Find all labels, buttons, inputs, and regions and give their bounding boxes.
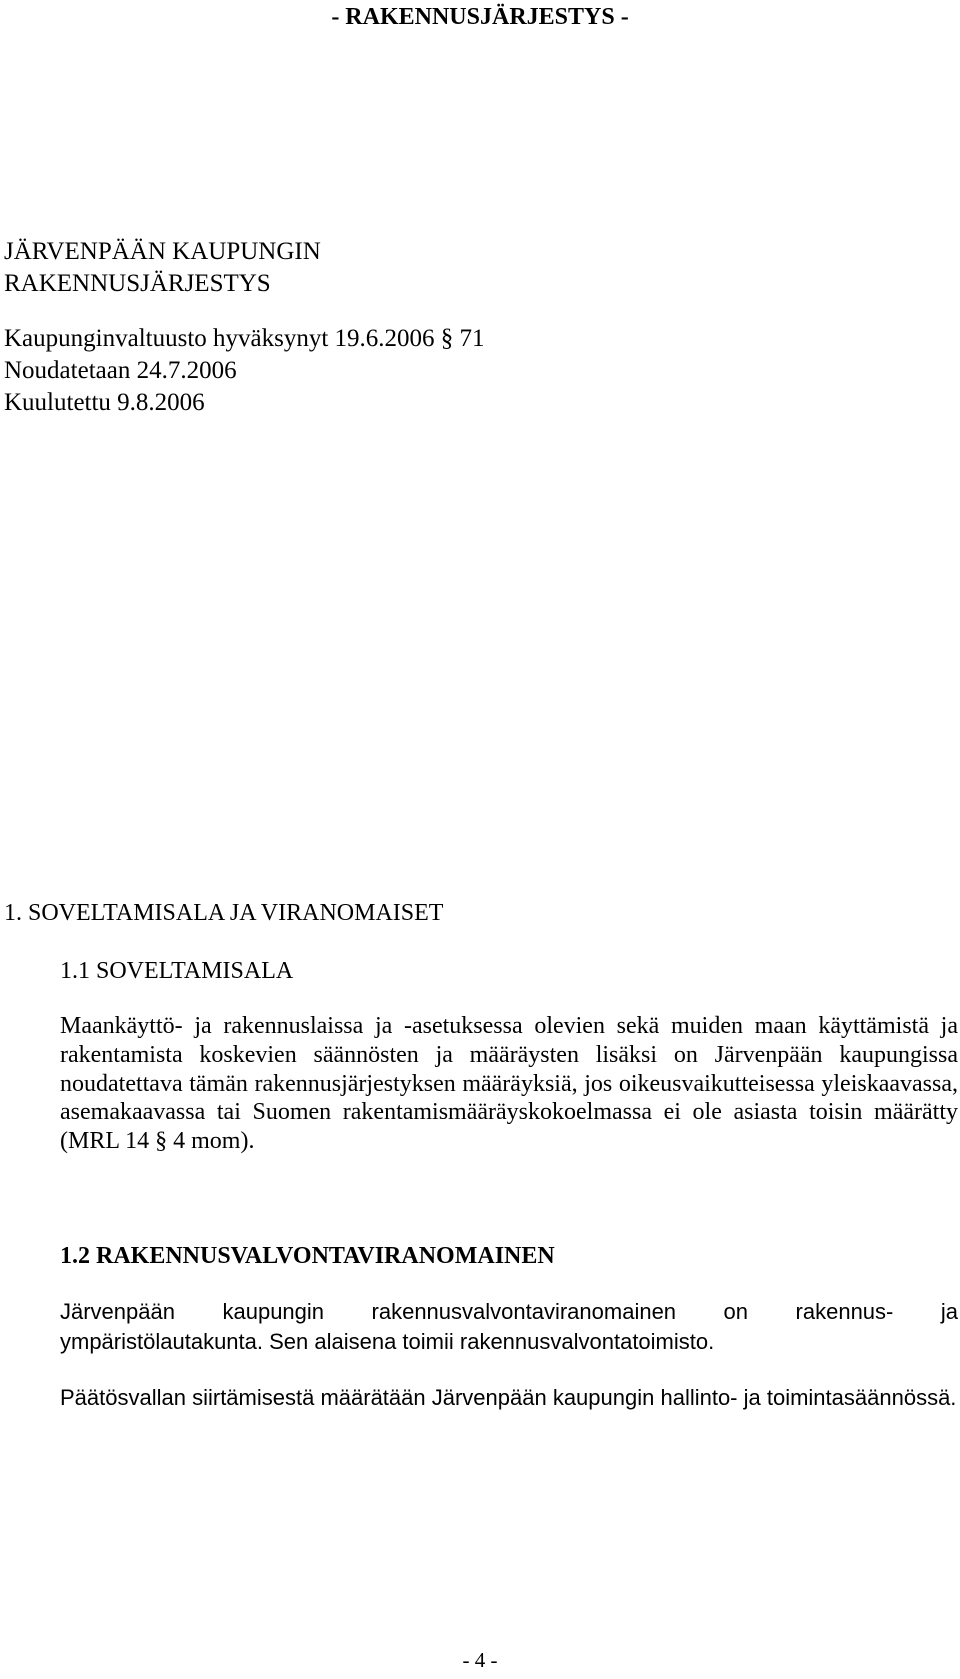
page-number: - 4 - (462, 1648, 498, 1672)
applied-date-line: Noudatetaan 24.7.2006 (4, 357, 237, 384)
approval-line: Kaupunginvaltuusto hyväksynyt 19.6.2006 § 71 (4, 325, 485, 352)
document-title-line-1: JÄRVENPÄÄN KAUPUNGIN (4, 238, 321, 265)
subsection-heading-1-1: 1.1 SOVELTAMISALA (60, 958, 294, 984)
running-header: - RAKENNUSJÄRJESTYS - (331, 4, 629, 30)
document-title-line-2: RAKENNUSJÄRJESTYS (4, 270, 271, 297)
scope-paragraph: Maankäyttö- ja rakennuslaissa ja -asetuksessa olevien sekä muiden maan käyttämistä ja rakentamista koskevien säännösten ja määräysten lisäksi on Järvenpään kaupungissa noudatettava tämän rakennusjärjestyksen määräyksiä, jos oikeusvaikutteisessa yleiskaavassa, asemakaavassa tai Suomen rakentamismääräyskokoelmassa ei ole asiasta toisin määrätty (MRL 14 § 4 mom). (60, 1013, 958, 1155)
subsection-heading-1-2: 1.2 RAKENNUSVALVONTAVIRANOMAINEN (60, 1243, 555, 1269)
authority-paragraph: Järvenpään kaupungin rakennusvalvontaviranomainen on rakennus- ja ympäristölautakunta. Sen alaisena toimii rakennusvalvontatoimisto. (60, 1299, 958, 1354)
announced-date-line: Kuulutettu 9.8.2006 (4, 389, 205, 416)
delegation-paragraph: Päätösvallan siirtämisestä määrätään Järvenpään kaupungin hallinto- ja toimintasäännössä. (60, 1385, 957, 1410)
section-heading: 1. SOVELTAMISALA JA VIRANOMAISET (4, 900, 444, 926)
